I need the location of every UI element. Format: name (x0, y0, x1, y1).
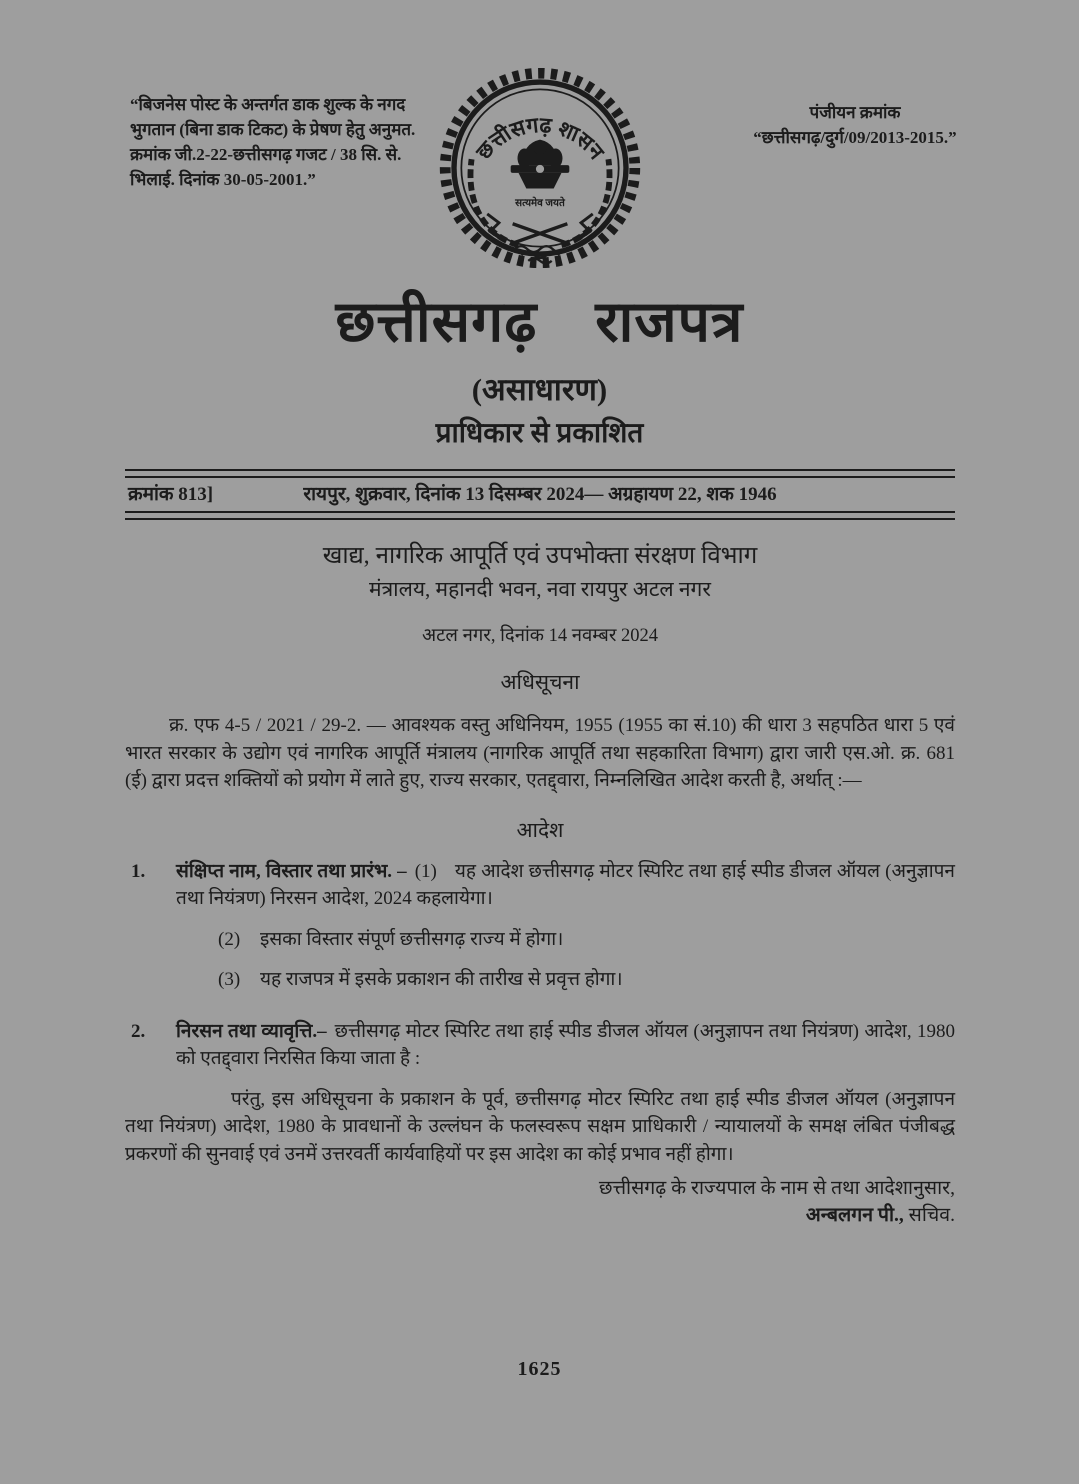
crossed-stalks-icon (512, 224, 567, 244)
issue-bar (125, 478, 955, 511)
notification-dateline: अटल नगर, दिनांक 14 नवम्बर 2024 (421, 626, 659, 646)
order-heading: आदेश (516, 817, 564, 842)
department-address: मंत्रालय, महानदी भवन, नवा रायपुर अटल नगर (369, 577, 711, 601)
subitem-2-number: (2) (218, 928, 241, 950)
top-double-rule (125, 469, 955, 478)
registration-label: पंजीयन क्रमांक (809, 103, 901, 122)
emblem-motto-text: सत्यमेव जयते (514, 198, 565, 210)
gazette-title-word2: राजपत्र (595, 291, 744, 354)
chhattisgarh-state-emblem-icon (432, 68, 647, 273)
signature-name-line (125, 1202, 955, 1229)
signature-block (125, 1175, 955, 1229)
notification-body: क्र. एफ 4-5 / 2021 / 29-2. — आवश्यक वस्तु अधिनियम, 1955 (1955 का सं.10) की धारा 3 सहपठित धारा 5 एवं भारत सरकार के उद्योग एवं नागरिक आपूर्ति मंत्रालय (नागरिक आपूर्ति तथा सहकारिता विभाग) द्वारा जारी एस.ओ. क्र. 681 (ई) द्वारा प्रदत्त शक्तियों को प्रयोग में लाते हुए, राज्य सरकार, एतद्द्वारा, निम्नलिखित आदेश करती है, अर्थात् :— (125, 715, 955, 791)
gazette-title-word1: छत्तीसगढ़ (335, 291, 538, 354)
registration-block (688, 100, 1022, 150)
order-item-2-number: 2. (131, 1020, 146, 1042)
subitem-3-number: (3) (218, 969, 241, 990)
subitem-3-text: यह राजपत्र में इसके प्रकाशन की तारीख से प्रवृत्त होगा। (260, 969, 623, 990)
issue-date-line: रायपुर, शुक्रवार, दिनांक 13 दिसम्बर 2024— अग्रहायण 22, शक 1946 (303, 484, 777, 505)
order-item-2-lead: निरसन तथा व्यावृत्ति.– (176, 1020, 327, 1042)
document-body (125, 469, 955, 1229)
order-item-2 (125, 1018, 955, 1073)
bottom-double-rule (125, 511, 955, 520)
signature-authority-line: छत्तीसगढ़ के राज्यपाल के नाम से तथा आदेशानुसार, (598, 1178, 955, 1199)
proviso-paragraph: परंतु, इस अधिसूचना के प्रकाशन के पूर्व, छत्तीसगढ़ मोटर स्पिरिट तथा हाई स्पीड डीजल ऑयल (अनुज्ञापन तथा नियंत्रण) आदेश, 1980 के प्रावधानों के उल्लंघन के फलस्वरूप सक्षम प्राधिकारी / न्यायालयों के समक्ष लंबित पंजीबद्ध प्रकरणों की सुनवाई एवं उनमें उत्तरवर्ती कार्यवाहियों पर इस आदेश का कोई प्रभाव नहीं होगा। (125, 1088, 955, 1165)
page-number: 1625 (517, 1358, 562, 1380)
order-item-1 (125, 858, 955, 913)
order-item-1-subitem-3 (125, 966, 955, 994)
order-item-1-number: 1. (131, 860, 146, 882)
state-emblem-svg (432, 68, 647, 268)
ashoka-lion-capital-icon (510, 140, 569, 189)
gazette-subtitle: (असाधारण) (471, 372, 608, 407)
order-item-1-text: यह आदेश छत्तीसगढ़ मोटर स्पिरिट तथा हाई स्पीड डीजल ऑयल (अनुज्ञापन तथा नियंत्रण) निरसन आदेश, 2024 कहलायेगा। (176, 860, 955, 909)
issue-number: क्रमांक 813] (128, 484, 214, 505)
authority-line: प्राधिकार से प्रकाशित (435, 418, 644, 449)
signatory-designation: सचिव. (908, 1205, 955, 1226)
order-item-2-text: छत्तीसगढ़ मोटर स्पिरिट तथा हाई स्पीड डीजल ऑयल (अनुज्ञापन तथा नियंत्रण) आदेश, 1980 को एतद्द्वारा निरसित किया जाता है : (176, 1020, 955, 1069)
registration-number: “छत्तीसगढ़/दुर्ग/09/2013-2015.” (753, 128, 957, 147)
emblem-top-text: छत्तीसगढ़ शासन (471, 113, 609, 164)
order-item-1-lead: संक्षिप्त नाम, विस्तार तथा प्रारंभ. – (176, 860, 407, 882)
subitem-2-text: इसका विस्तार संपूर्ण छत्तीसगढ़ राज्य में होगा। (260, 928, 564, 950)
order-item-1-clause: (1) (414, 860, 437, 882)
gazette-title (0, 280, 1079, 358)
department-name: खाद्य, नागरिक आपूर्ति एवं उपभोक्ता संरक्षण विभाग (322, 543, 758, 569)
postal-permission-note: “बिजनेस पोस्ट के अन्तर्गत डाक शुल्क के नगद भुगतान (बिना डाक टिकट) के प्रेषण हेतु अनुमत. क्रमांक जी.2-22-छत्तीसगढ़ गजट / 38 सि. से. भिलाई. दिनांक 30-05-2001.” (130, 95, 416, 189)
order-item-1-subitem-2 (125, 926, 955, 954)
signatory-name: अन्बलगन पी., (805, 1205, 904, 1226)
notification-heading: अधिसूचना (500, 670, 580, 694)
